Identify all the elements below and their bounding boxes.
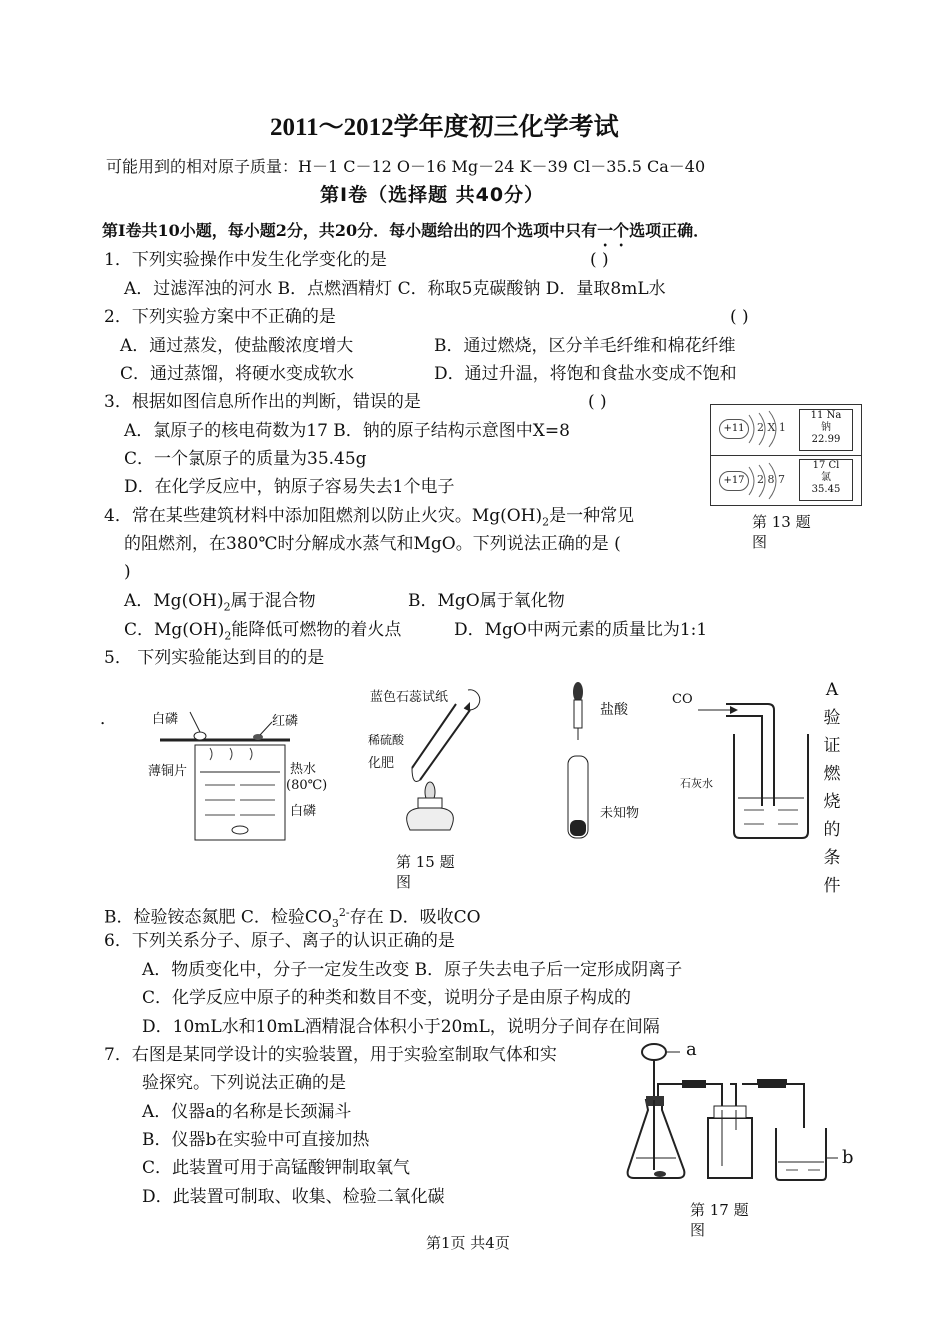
- vertical-char: 烧: [823, 792, 841, 812]
- vertical-char: 件: [823, 876, 841, 896]
- question-3-answer-paren: ( ): [588, 392, 607, 412]
- fig-label-litmus-paper: 蓝色石蕊试纸: [370, 690, 449, 705]
- question-4-option-c: C．$Mg(OH)_2$能降低可燃物的着火点: [124, 620, 402, 643]
- question-3-option-d: D．在化学反应中，钠原子容易失去1个电子: [124, 477, 455, 497]
- sodium-shell-counts: 2 X 1: [757, 421, 786, 434]
- figure-15-apparatus-d: [668, 686, 818, 846]
- question-3-stem: 3．根据如图信息所作出的判断，错误的是: [104, 392, 421, 412]
- question-5-dot: ．: [100, 709, 117, 729]
- atomic-masses: 可能用到的相对原子质量：H－1 C－12 O－16 Mg－24 K－39 Cl－35.5 Ca－40: [106, 157, 706, 176]
- question-5-option-a-vertical: [822, 676, 842, 900]
- fig-label-copper-sheet: 薄铜片: [148, 764, 188, 779]
- question-4-stem-line-3: ): [124, 562, 131, 582]
- vertical-char: 验: [823, 708, 841, 728]
- fig-label-co: CO: [672, 692, 693, 707]
- question-6-stem: 6．下列关系分子、原子、离子的认识正确的是: [104, 931, 455, 951]
- question-2-option-d: D．通过升温，将饱和食盐水变成不饱和: [434, 364, 737, 384]
- fig-label-temperature: (80℃): [286, 778, 328, 793]
- question-1-answer-paren: ( ): [590, 250, 609, 270]
- fig-label-red-phosphorus: 红磷: [272, 714, 299, 729]
- exam-title: 2011～2012学年度初三化学考试: [270, 114, 619, 141]
- question-3-options-ab: A．氯原子的核电荷数为17 B．钠的原子结构示意图中X=8: [124, 421, 570, 441]
- figure-15-apparatus-c: [548, 680, 608, 850]
- figure-13-atom-diagrams: [710, 404, 862, 506]
- question-7-option-d: D．此装置可制取、收集、检验二氧化碳: [142, 1187, 445, 1207]
- fig-label-dilute-acid: 稀硫酸: [368, 733, 405, 747]
- chlorine-shell-counts: 2 8 7: [757, 473, 785, 486]
- question-3-option-c: C．一个氯原子的质量为35.45g: [124, 449, 367, 469]
- question-7-option-c: C．此装置可用于高锰酸钾制取氧气: [142, 1158, 411, 1178]
- question-4-option-a: A．$Mg(OH)_2$属于混合物: [124, 591, 316, 614]
- question-2-option-b: B．通过燃烧，区分羊毛纤维和棉花纤维: [434, 336, 736, 356]
- figure-15-caption: 第 15 题 图: [396, 853, 455, 891]
- question-1-options: A．过滤浑浊的河水 B．点燃酒精灯 C．称取5克碳酸钠 D．量取8mL水: [124, 279, 666, 299]
- question-7-stem-line-2: 验探究。下列说法正确的是: [142, 1073, 346, 1093]
- fig-label-white-phosphorus: 白磷: [152, 712, 179, 727]
- section-title: 第Ⅰ卷（选择题 共40分）: [320, 184, 545, 206]
- fig-label-unknown-substance: 未知物: [600, 806, 640, 821]
- fig-label-limewater: 石灰水: [680, 777, 713, 790]
- page-footer: 第1页 共4页: [426, 1234, 510, 1252]
- question-5-options: B．检验铵态氮肥 C．检验$CO_3^{2-}$存在 D．吸收CO: [104, 906, 481, 931]
- figure-13-caption: 第 13 题 图: [752, 513, 811, 551]
- fig-label-instrument-a: a: [686, 1039, 697, 1060]
- question-7-option-b: B．仪器b在实验中可直接加热: [142, 1130, 370, 1150]
- question-4-option-d: D．MgO中两元素的质量比为1:1: [454, 620, 708, 640]
- chlorine-panel: [715, 459, 855, 503]
- section-instructions: 第Ⅰ卷共10小题，每小题2分，共20分．每小题给出的四个选项中只有一个选项正确．: [102, 221, 710, 240]
- question-4-option-b: B．MgO属于氧化物: [408, 591, 565, 611]
- vertical-char: 条: [823, 848, 841, 868]
- vertical-char: A: [825, 680, 839, 700]
- question-2-option-a: A．通过蒸发，使盐酸浓度增大: [120, 336, 354, 356]
- chlorine-element-card: 17 Cl 氯 35.45: [799, 459, 853, 501]
- question-2-option-c: C．通过蒸馏，将硬水变成软水: [120, 364, 355, 384]
- question-5-stem: 5． 下列实验能达到目的的是: [104, 648, 325, 668]
- fig-label-fertilizer: 化肥: [368, 756, 395, 771]
- fig-label-instrument-b: b: [842, 1147, 854, 1168]
- vertical-char: 证: [823, 736, 841, 756]
- sodium-nucleus: +11: [719, 419, 749, 439]
- question-2-answer-paren: ( ): [730, 307, 749, 327]
- question-2-stem: 2．下列实验方案中不正确的是: [104, 307, 336, 327]
- question-1-stem: 1．下列实验操作中发生化学变化的是: [104, 250, 387, 270]
- question-7-stem-line-1: 7．右图是某同学设计的实验装置，用于实验室制取气体和实: [104, 1045, 557, 1065]
- chlorine-nucleus: +17: [719, 471, 749, 491]
- sodium-element-card: 11 Na 钠 22.99: [799, 409, 853, 451]
- figure-17-gas-apparatus: [626, 1040, 846, 1190]
- figure-17-caption: 第 17 题 图: [690, 1201, 749, 1239]
- question-7-option-a: A．仪器a的名称是长颈漏斗: [142, 1102, 352, 1122]
- fig-label-hot-water: 热水: [290, 762, 317, 777]
- sodium-panel: [715, 409, 855, 453]
- question-6-option-d: D．10mL水和10mL酒精混合体积小于20mL，说明分子间存在间隔: [142, 1017, 660, 1037]
- question-6-options-ab: A．物质变化中，分子一定发生改变 B．原子失去电子后一定形成阴离子: [142, 960, 683, 980]
- fig-label-white-phosphorus-2: 白磷: [290, 804, 317, 819]
- fig-label-hydrochloric-acid: 盐酸: [600, 702, 628, 718]
- question-4-stem-line-1: 4．常在某些建筑材料中添加阻燃剂以防止火灾。$Mg(OH)_2$是一种常见: [104, 506, 635, 529]
- question-4-stem-line-2: 的阻燃剂，在380℃时分解成水蒸气和MgO。下列说法正确的是 (: [124, 534, 621, 554]
- question-6-option-c: C．化学反应中原子的种类和数目不变，说明分子是由原子构成的: [142, 988, 632, 1008]
- vertical-char: 的: [823, 820, 841, 840]
- vertical-char: 燃: [823, 764, 841, 784]
